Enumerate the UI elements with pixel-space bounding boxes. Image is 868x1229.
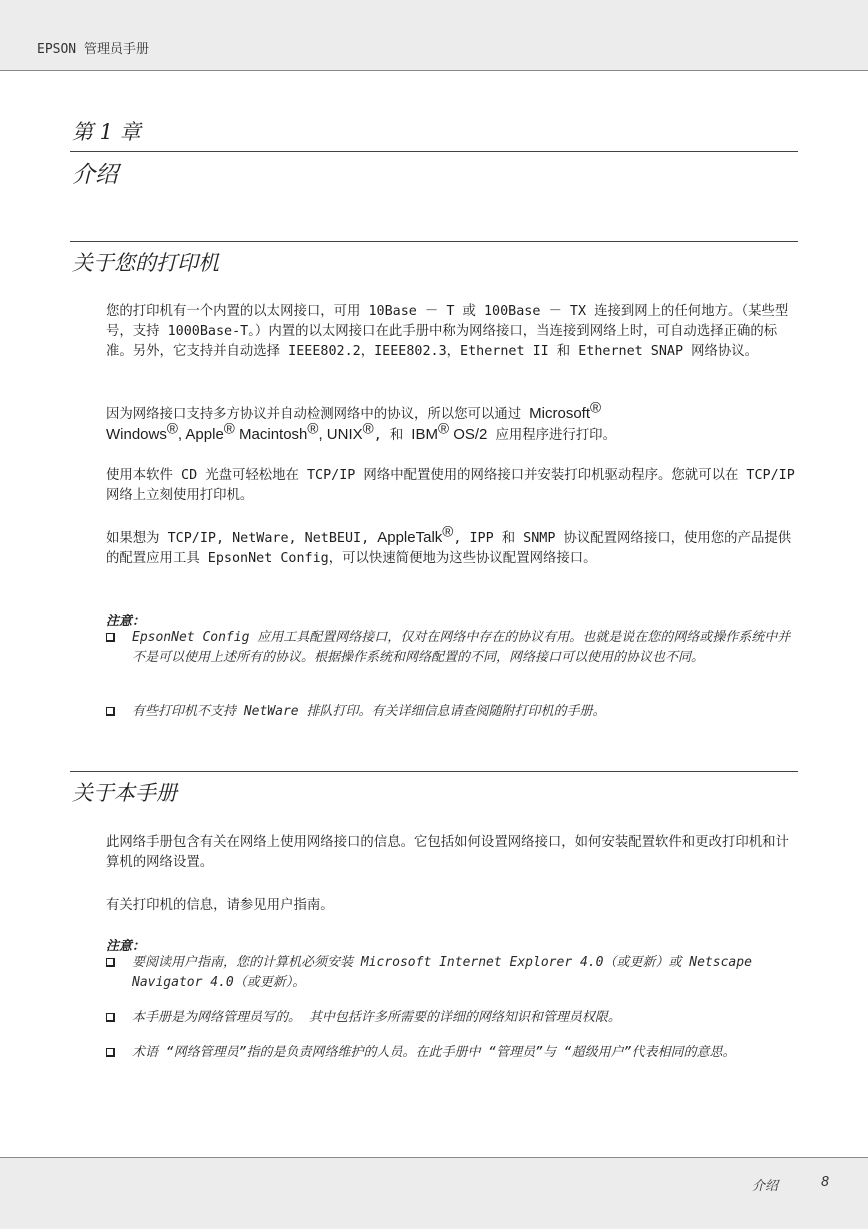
note-item: 术语 “网络管理员”指的是负责网络维护的人员。在此手册中 “管理员”与 “超级用户”代表相同的意思。 (106, 1043, 800, 1063)
checkbox-bullet-icon (106, 1013, 115, 1022)
section-heading-manual: 关于本手册 (72, 781, 177, 805)
chapter-label: 第 1 章 (72, 120, 141, 144)
checkbox-bullet-icon (106, 707, 115, 716)
manual-intro-paragraph: 此网络手册包含有关在网络上使用网络接口的信息。它包括如何设置网络接口，如何安装配置软件和更改打印机和计算机的网络设置。 (106, 835, 789, 870)
chapter-rule (70, 151, 798, 152)
protocols-paragraph: 因为网络接口支持多方协议并自动检测网络中的协议，所以您可以通过 Microsoft® Windows®, Apple® Macintosh®, UNIX®, 和 IBM® OS/2 应用程序进行打印。 (106, 399, 616, 443)
config-tool-paragraph: 如果想为 TCP/IP, NetWare, NetBEUI, AppleTalk®, IPP 和 SNMP 协议配置网络接口，使用您的产品提供的配置应用工具 EpsonNet Config，可以快速简便地为这些协议配置网络接口。 (106, 523, 792, 566)
checkbox-bullet-icon (106, 958, 115, 967)
section-rule (70, 771, 798, 772)
printer-intro-paragraph: 您的打印机有一个内置的以太网接口，可用 10Base － T 或 100Base － TX 连接到网上的任何地方。（某些型号，支持 1000Base-T。）内置的以太网接口在此手册中称为网络接口，当连接到网络上时，可自动选择正确的标准。另外，它支持并自动选择 IEEE802.2，IEEE802.3，Ethernet II 和 Ethernet SNAP 网络协议。 (106, 304, 789, 359)
header-title: EPSON 管理员手册 (37, 42, 149, 57)
note-item: 要阅读用户指南，您的计算机必须安装 Microsoft Internet Explorer 4.0（或更新）或 Netscape Navigator 4.0（或更新）。 (106, 953, 800, 993)
note-label: 注意： (106, 939, 146, 954)
note-item: 有些打印机不支持 NetWare 排队打印。有关详细信息请查阅随附打印机的手册。 (106, 702, 800, 722)
software-cd-paragraph: 使用本软件 CD 光盘可轻松地在 TCP/IP 网络中配置使用的网络接口并安装打印机驱动程序。您就可以在 TCP/IP 网络上立刻使用打印机。 (106, 468, 795, 503)
footer-section-title: 介绍 (752, 1179, 779, 1194)
section-heading-printer: 关于您的打印机 (72, 251, 219, 275)
note-item: EpsonNet Config 应用工具配置网络接口，仅对在网络中存在的协议有用。也就是说在您的网络或操作系统中并不是可以使用上述所有的协议。根据操作系统和网络配置的不同，网络接口可以使用的协议也不同。 (106, 628, 800, 668)
page-header (0, 0, 868, 71)
page-number: 8 (821, 1175, 830, 1190)
note-label: 注意： (106, 614, 146, 629)
section-rule (70, 241, 798, 242)
checkbox-bullet-icon (106, 633, 115, 642)
note-item: 本手册是为网络管理员写的。 其中包括许多所需要的详细的网络知识和管理员权限。 (106, 1008, 800, 1028)
page-footer (0, 1157, 868, 1229)
chapter-title: 介绍 (72, 162, 118, 188)
checkbox-bullet-icon (106, 1048, 115, 1057)
printer-info-paragraph: 有关打印机的信息，请参见用户指南。 (106, 898, 334, 913)
